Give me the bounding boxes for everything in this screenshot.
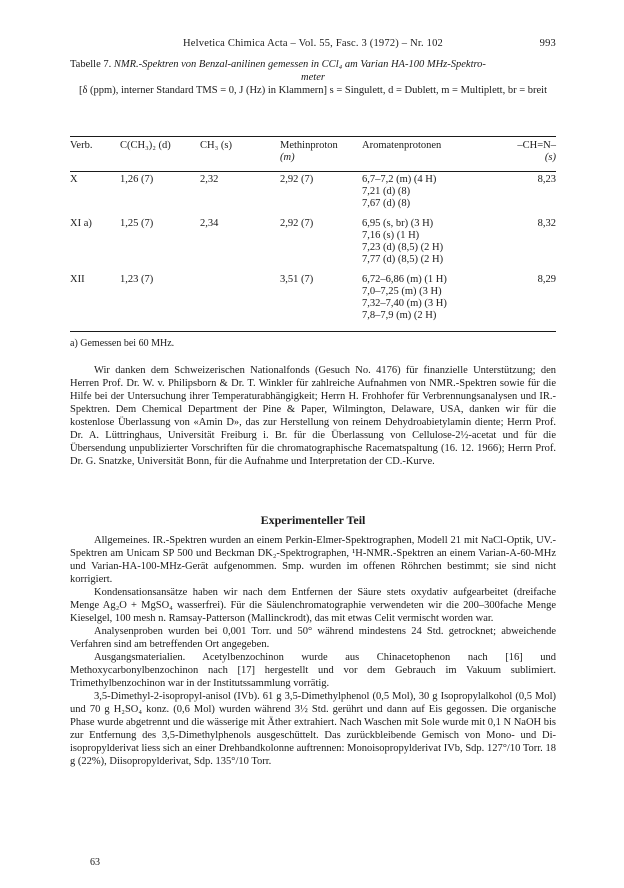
nmr-table (70, 140, 556, 168)
caption-title: NMR.-Spektren von Benzal-anilinen gemessen in CCl₄ am Varian HA-100 MHz-Spektro- (113, 59, 486, 70)
running-head (70, 38, 556, 52)
arom-line: 7,77 (d) (8,5) (2 H) (362, 254, 444, 265)
header-arom: Aromatenprotonen (362, 140, 442, 151)
header-chn-sub: (s) (544, 152, 556, 163)
acknowledgement-text: Wir danken dem Schweizerischen Nationalfonds (Gesuch No. 4176) für finanzielle Unterstützung; den Herren Prof. Dr. W. v. Philipsborn & Dr. T. Winkler für zahlreiche Aufnahmen von NMR.-Spektren sowie für die Hilfe bei der Untersuchung ihrer Temperaturabhängigkeit; Herrn H. Frohhofer für Verbrennungsanalysen und IR.-Spektren. Dem Chemical Department der Pine & Paper, Wilmington, Delaware, USA, danken wir für die kostenlose Überlassung von «Amin D», das zur Herstellung von reinem Dehydroabietylamin diente; Herrn Prof. Dr. A. Lüttringhaus, Universität Freiburg i. Br. für die Überlassung von Cellulose-2½-acetat und für die Übersendung unpublizierter Vorschriften für die chromatographische Racematspaltung (16. 12. 1966); Herrn Prof. Dr. G. Snatzke, Universität Bonn, für die Aufnahme und Interpretation der CD.-Kurve. (70, 365, 556, 467)
table-top-rule (70, 136, 556, 137)
cell-cme: 1,25 (7) (120, 218, 154, 229)
cell-methin: 3,51 (7) (280, 274, 314, 285)
arom-line: 6,72–6,86 (m) (1 H) (362, 274, 447, 285)
paragraph-analysen: Analysenproben wurden bei 0,001 Torr. und 50° während mindestens 24 Std. getrocknet; abweichende Verfahren sind am betreffenden Ort angegeben. (70, 626, 556, 650)
paragraph-kondensation: Kondensationsansätze haben wir nach dem Entfernen der Säure stets oxydativ aufgearbeitet (dreifache Menge Ag₂O + MgSO₄ wasserfrei). Für die Säulenchromatographie verwendeten wir die 200–300fache Menge Kieselgel, 100 mesh n. Ramsay-Patterson (Mallinckrodt), das mit etwas Celit vermischt worden war. (70, 587, 556, 624)
cell-cme: 1,26 (7) (120, 174, 154, 185)
cell-verb: XII (70, 274, 85, 285)
cell-arom (362, 274, 447, 322)
header-chn-label: –CH=N– (517, 140, 556, 151)
table-header-row (70, 140, 556, 168)
header-chn (492, 140, 556, 168)
cell-methin: 2,92 (7) (280, 218, 314, 229)
experimental-body (70, 534, 556, 768)
paragraph-allgemeines: Allgemeines. IR.-Spektren wurden an einem Perkin-Elmer-Spektrographen, Modell 21 mit NaCl-Optik, UV.-Spektren am Unicam SP 500 und Beckman DK₂-Spektrographen, ¹H-NMR.-Spektren an einem Varian-A-60-MHz und Varian-HA-100-MHz-Gerät aufgenommen. Smp. wurden im offenen Röhrchen bestimmt; sie sind nicht korrigiert. (70, 535, 556, 585)
cell-chn: 8,32 (537, 218, 556, 229)
table-bottom-rule (70, 331, 556, 332)
table-footnote: a) Gemessen bei 60 MHz. (70, 338, 175, 349)
cell-arom (362, 218, 443, 266)
header-ch3: CH₃ (s) (200, 140, 232, 151)
caption-note: [δ (ppm), interner Standard TMS = 0, J (Hz) in Klammern] s = Singulett, d = Dublett, m = Multiplett, br = breit (78, 85, 547, 96)
page-number: 993 (539, 38, 556, 49)
header-methin-sub: (m) (280, 152, 295, 163)
section-title: Experimenteller Teil (260, 513, 366, 527)
arom-line: 7,21 (d) (8) (362, 186, 411, 197)
header-cme: C(CH₃)₂ (d) (120, 140, 171, 151)
cell-chn: 8,29 (537, 274, 556, 285)
caption-title-cont: meter (301, 72, 325, 83)
cell-verb: X (70, 174, 78, 185)
cell-verb: XI a) (70, 218, 92, 229)
cell-ch3: 2,32 (200, 174, 219, 185)
arom-line: 6,7–7,2 (m) (4 H) (362, 174, 437, 185)
footer-number: 63 (90, 857, 100, 868)
paragraph-anisol: 3,5-Dimethyl-2-isopropyl-anisol (IVb). 61 g 3,5-Dimethylphenol (0,5 Mol), 30 g Isopropylalkohol (0,5 Mol) und 70 g H₂SO₄ konz. (0,6 Mol) wurden während 3½ Std. gerührt und dann auf Eis gegossen. Die organische Phase wurde abgetrennt und die wässerige mit Äther extrahiert. Nach Waschen mit Sole wurde mit 0,1 N NaOH bis zur Entfernung des 3,5-Dimethylphenols ausgeschüttelt. Das zurückbleibende Gemisch von Mono- und Di-isopropylderivat liess sich an einer Drehbandkolonne auftrennen: Monoisopropylderivat IVb, Sdp. 127°/10 Torr. 18 g (22%), Diisopropylderivat, Sdp. 135°/10 Torr. (70, 691, 556, 767)
cell-cme: 1,23 (7) (120, 274, 154, 285)
arom-line: 6,95 (s, br) (3 H) (362, 218, 434, 229)
header-methin (280, 140, 362, 168)
arom-line: 7,0–7,25 (m) (3 H) (362, 286, 442, 297)
arom-line: 7,23 (d) (8,5) (2 H) (362, 242, 444, 253)
cell-ch3: 2,34 (200, 218, 219, 229)
arom-line: 7,67 (d) (8) (362, 198, 411, 209)
caption-label: Tabelle 7. (70, 59, 112, 70)
arom-line: 7,32–7,40 (m) (3 H) (362, 298, 447, 309)
cell-chn: 8,23 (537, 174, 556, 185)
header-methin-label: Methinproton (280, 140, 338, 151)
table-header-rule (70, 171, 556, 172)
arom-line: 7,16 (s) (1 H) (362, 230, 420, 241)
cell-methin: 2,92 (7) (280, 174, 314, 185)
header-verb: Verb. (70, 140, 93, 151)
journal-title: Helvetica Chimica Acta – Vol. 55, Fasc. 3 (1972) – Nr. 102 (183, 38, 443, 49)
table-caption (70, 58, 556, 97)
paragraph-ausgangsmaterialien: Ausgangsmaterialien. Acetylbenzochinon wurde aus Chinacetophenon nach [16] und Methoxycarbonylbenzochinon nach [17] hergestellt und vor dem Gebrauch im Vakuum sublimiert. Trimethylbenzochinon war in der Institutssammlung vorrätig. (70, 652, 556, 689)
acknowledgement (70, 364, 556, 468)
arom-line: 7,8–7,9 (m) (2 H) (362, 310, 437, 321)
cell-arom (362, 174, 436, 210)
